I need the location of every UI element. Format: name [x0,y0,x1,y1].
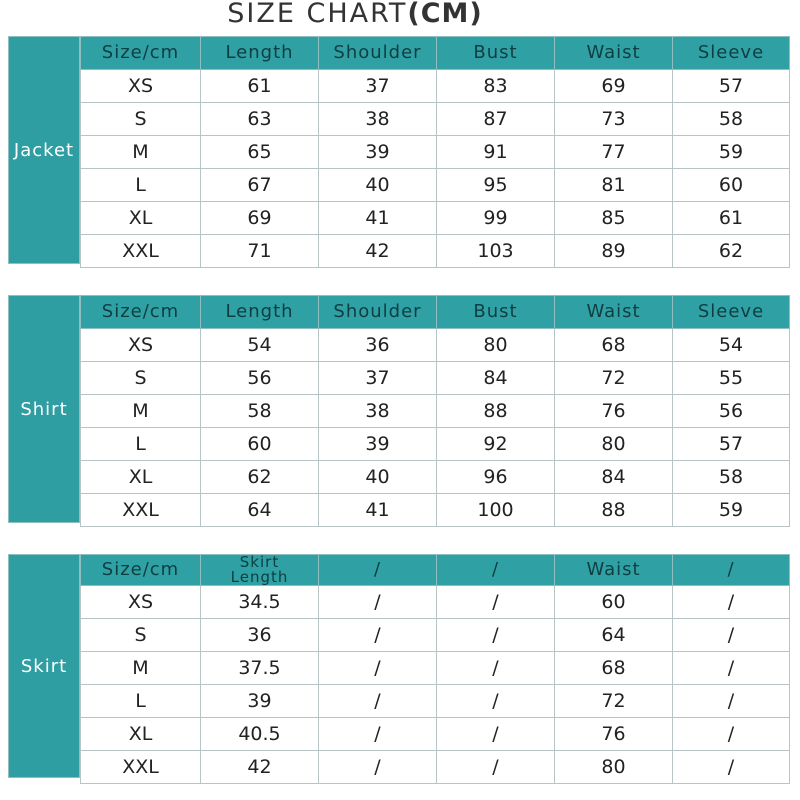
measurement-cell: 54 [673,329,790,362]
measurement-cell: 37 [319,362,437,395]
column-header-text: Shoulder [333,42,422,63]
measurement-cell: 84 [437,362,555,395]
table-row [81,685,790,718]
measurement-cell: 55 [673,362,790,395]
table-row [81,718,790,751]
measurement-cell: 57 [673,428,790,461]
measurement-cell: 39 [319,428,437,461]
measurement-cell: 36 [319,329,437,362]
measurement-cell: 69 [201,202,319,235]
column-header [201,296,319,329]
measurement-cell: 95 [437,169,555,202]
size-cell: XXL [81,751,201,784]
measurement-cell: 81 [555,169,673,202]
table-row [81,70,790,103]
column-header [673,37,790,70]
measurement-cell: 88 [437,395,555,428]
column-header [81,296,201,329]
measurement-cell: 85 [555,202,673,235]
table-row [81,751,790,784]
column-header [319,296,437,329]
measurement-cell: / [673,586,790,619]
measurement-cell: 39 [319,136,437,169]
measurement-cell: 80 [555,751,673,784]
column-header [555,555,673,586]
measurement-cell: 34.5 [201,586,319,619]
measurement-cell: 56 [673,395,790,428]
column-header [319,37,437,70]
measurement-cell: 77 [555,136,673,169]
measurement-cell: 73 [555,103,673,136]
table-row [81,202,790,235]
column-header-text: Size/cm [101,301,180,322]
column-header [673,555,790,586]
category-label: Jacket [8,36,80,264]
measurement-cell: 68 [555,329,673,362]
column-header [555,296,673,329]
column-header-text: Waist [586,301,641,322]
measurement-cell: 99 [437,202,555,235]
measurement-cell: / [437,586,555,619]
header-row [81,37,790,70]
measurement-cell: 71 [201,235,319,268]
column-header-text: Sleeve [697,42,765,63]
size-cell: XS [81,586,201,619]
size-cell: M [81,395,201,428]
column-header-text: Waist [586,42,641,63]
measurement-cell: 58 [673,103,790,136]
title-text: SIZE CHART [227,0,408,29]
page-title [0,0,710,30]
size-cell: L [81,169,201,202]
measurement-cell: 40 [319,461,437,494]
table-row [81,136,790,169]
table-row [81,169,790,202]
measurement-cell: / [319,718,437,751]
column-header-text: / [491,559,500,580]
measurement-cell: 61 [673,202,790,235]
size-cell: M [81,652,201,685]
table-row [81,494,790,527]
measurement-cell: 76 [555,718,673,751]
measurement-cell: 68 [555,652,673,685]
measurement-cell: 92 [437,428,555,461]
size-cell: S [81,362,201,395]
size-cell: M [81,136,201,169]
table-row [81,103,790,136]
table-row [81,652,790,685]
measurement-cell: 57 [673,70,790,103]
measurement-cell: / [437,685,555,718]
measurement-cell: 41 [319,494,437,527]
measurement-cell: 42 [319,235,437,268]
measurement-cell: 84 [555,461,673,494]
measurement-cell: 38 [319,103,437,136]
measurement-cell: / [319,685,437,718]
table-row [81,395,790,428]
measurement-cell: / [437,652,555,685]
size-cell: L [81,685,201,718]
measurement-cell: 72 [555,362,673,395]
size-cell: L [81,428,201,461]
measurement-cell: 42 [201,751,319,784]
measurement-cell: / [437,751,555,784]
measurement-cell: 62 [673,235,790,268]
column-header [555,37,673,70]
measurement-cell: 100 [437,494,555,527]
measurement-cell: 72 [555,685,673,718]
measurement-cell: 65 [201,136,319,169]
measurement-cell: / [437,619,555,652]
size-cell: S [81,103,201,136]
measurement-cell: 63 [201,103,319,136]
measurement-cell: 96 [437,461,555,494]
measurement-cell: 103 [437,235,555,268]
measurement-cell: 69 [555,70,673,103]
size-cell: XL [81,202,201,235]
column-header [201,555,319,586]
measurement-cell: 60 [555,586,673,619]
measurement-cell: 59 [673,494,790,527]
measurement-cell: 38 [319,395,437,428]
measurement-cell: 37.5 [201,652,319,685]
table-row [81,586,790,619]
table-row [81,329,790,362]
size-cell: XS [81,329,201,362]
measurement-cell: 67 [201,169,319,202]
measurement-cell: 91 [437,136,555,169]
column-header-text: Waist [586,559,641,580]
measurement-cell: 56 [201,362,319,395]
measurement-cell: / [673,652,790,685]
measurement-cell: 41 [319,202,437,235]
column-header-text: Skirt Length [230,554,289,586]
column-header-text: Shoulder [333,301,422,322]
measurement-cell: / [437,718,555,751]
header-row [81,555,790,586]
header-row [81,296,790,329]
measurement-cell: 37 [319,70,437,103]
size-cell: XL [81,718,201,751]
size-grid [80,36,790,268]
measurement-cell: 59 [673,136,790,169]
column-header [673,296,790,329]
measurement-cell: / [673,619,790,652]
column-header [201,37,319,70]
column-header [319,555,437,586]
measurement-cell: 76 [555,395,673,428]
measurement-cell: / [319,751,437,784]
size-cell: XXL [81,235,201,268]
measurement-cell: 83 [437,70,555,103]
column-header-text: / [727,559,735,580]
column-header-text: Sleeve [697,301,765,322]
measurement-cell: 89 [555,235,673,268]
shirt-size-table [8,295,790,523]
size-grid [80,295,790,527]
measurement-cell: 64 [201,494,319,527]
column-header-text: Size/cm [101,559,180,580]
measurement-cell: 54 [201,329,319,362]
measurement-cell: 40 [319,169,437,202]
measurement-cell: 80 [437,329,555,362]
column-header [437,37,555,70]
measurement-cell: 60 [201,428,319,461]
size-cell: XL [81,461,201,494]
category-label: Skirt [8,554,80,778]
measurement-cell: / [319,619,437,652]
table-row [81,428,790,461]
table-row [81,362,790,395]
measurement-cell: 39 [201,685,319,718]
column-header-text: Length [225,301,294,322]
measurement-cell: 40.5 [201,718,319,751]
title-unit: (CM) [407,0,483,29]
table-row [81,619,790,652]
measurement-cell: / [673,718,790,751]
measurement-cell: / [673,751,790,784]
measurement-cell: 36 [201,619,319,652]
column-header-text: Bust [473,301,518,322]
size-cell: S [81,619,201,652]
measurement-cell: / [673,685,790,718]
column-header [81,555,201,586]
table-row [81,235,790,268]
measurement-cell: 61 [201,70,319,103]
column-header [437,296,555,329]
column-header-text: Size/cm [101,42,180,63]
category-label: Shirt [8,295,80,523]
size-cell: XXL [81,494,201,527]
measurement-cell: / [319,586,437,619]
measurement-cell: 87 [437,103,555,136]
column-header [437,555,555,586]
table-row [81,461,790,494]
measurement-cell: 60 [673,169,790,202]
measurement-cell: 80 [555,428,673,461]
measurement-cell: 62 [201,461,319,494]
measurement-cell: 64 [555,619,673,652]
measurement-cell: 58 [673,461,790,494]
jacket-size-table [8,36,790,264]
column-header-text: / [373,559,382,580]
skirt-size-table [8,554,790,778]
measurement-cell: 58 [201,395,319,428]
size-cell: XS [81,70,201,103]
column-header-text: Bust [473,42,518,63]
column-header [81,37,201,70]
measurement-cell: 88 [555,494,673,527]
column-header-text: Length [225,42,294,63]
measurement-cell: / [319,652,437,685]
size-grid [80,554,790,784]
